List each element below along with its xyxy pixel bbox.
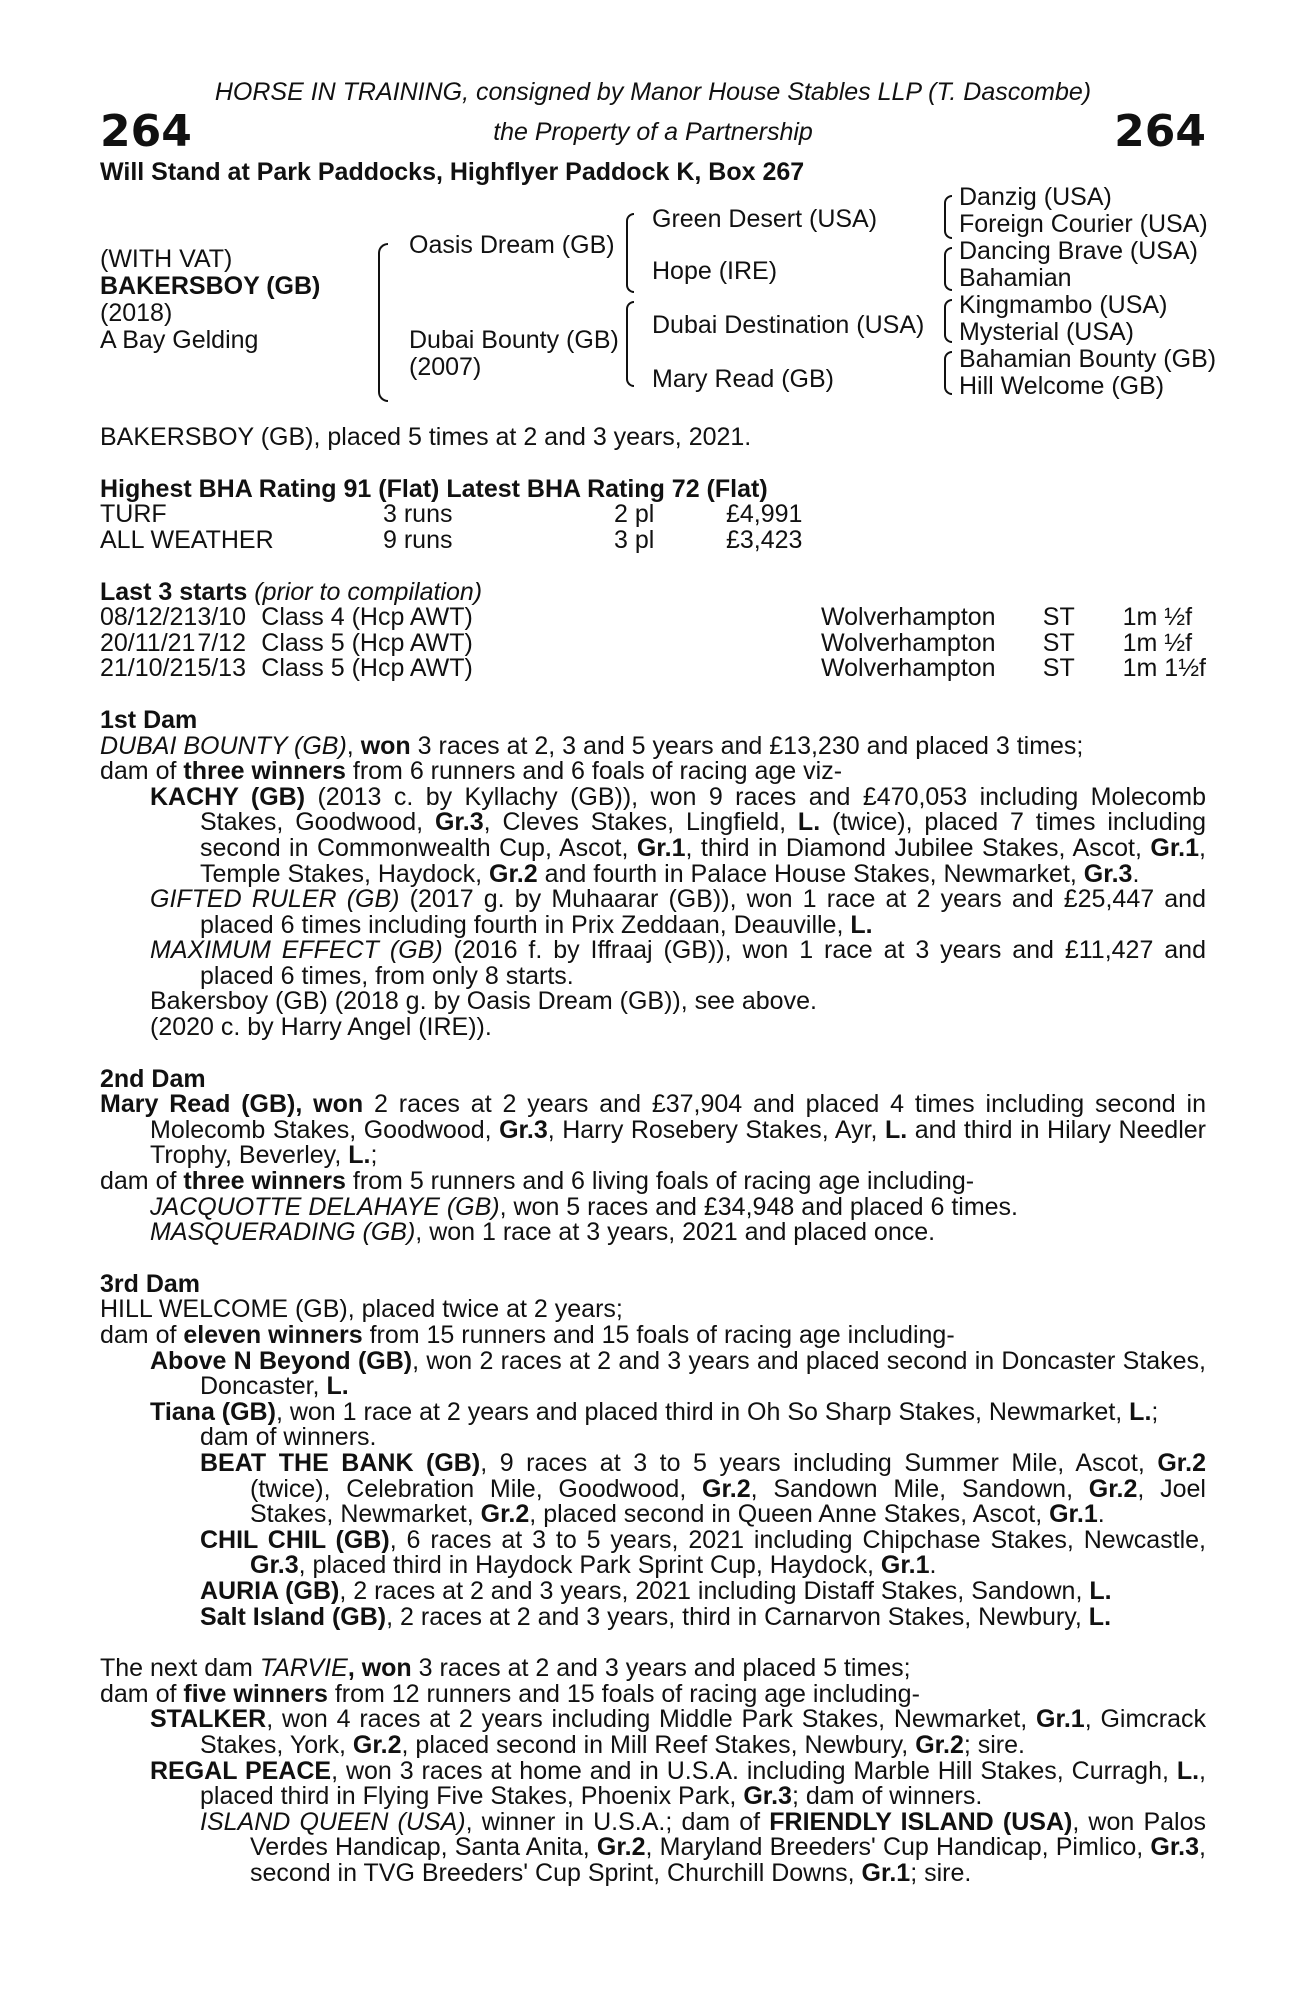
text: . [1132,859,1140,888]
text: , 6 races at 3 to 5 years, 2021 including Chipchase Stakes, Newcastle, [389,1525,1206,1554]
dam-sire-sire: Kingmambo (USA) [959,291,1168,320]
sire-sire-dam: Foreign Courier (USA) [959,210,1208,239]
text: , 2 races at 2 and 3 years, third in Carnarvon Stakes, Newbury, [386,1602,1089,1631]
text: 3 races at 2 and 3 years and placed 5 times; [411,1654,911,1683]
grade: Gr.2 [489,859,538,888]
offspring-name: AURIA (GB) [200,1576,340,1605]
offspring-name: FRIENDLY ISLAND (USA) [769,1807,1073,1836]
sire-dam: Hope (IRE) [652,257,778,286]
last-starts-table [100,605,1206,682]
text: dam of [100,757,184,786]
ds-brace [944,299,952,343]
grade: Gr.2 [1157,1448,1206,1477]
horse-year: (2018) [100,299,173,328]
dam-dam-sire: Bahamian Bounty (GB) [959,345,1217,374]
dam-dam-dam: Hill Welcome (GB) [959,372,1165,401]
winners-count: eleven winners [183,1321,363,1349]
won-label: won [360,731,411,760]
text: . [1097,1500,1105,1529]
offspring-name: CHIL CHIL (GB) [200,1525,390,1554]
text: . [929,1551,937,1580]
grade: L. [326,1372,349,1401]
dam-sire-dam: Mysterial (USA) [959,318,1135,347]
offspring-name: MASQUERADING (GB) [150,1218,416,1247]
grade: Gr.3 [499,1115,548,1144]
text: , Maryland Breeders' Cup Handicap, Pimlico, [645,1833,1151,1862]
offspring-name: Salt Island (GB) [200,1602,387,1631]
offspring-chil-chil [100,1525,1206,1580]
start-position: 3/10 [197,603,246,632]
offspring-name: GIFTED RULER (GB) [150,885,400,914]
text: , Joel Stakes, Newmarket, [250,1474,1206,1529]
ratings-heading: Highest BHA Rating 91 (Flat) Latest BHA Rating 72 (Flat) [100,474,768,503]
start-course: Wolverhampton [820,654,996,683]
text: ; sire. [910,1858,972,1887]
text: , won 1 race at 3 years, 2021 and placed once. [415,1218,936,1247]
sire-dam-sire: Dancing Brave (USA) [959,237,1198,266]
second-dam-record [100,1092,1206,1169]
grade: Gr.2 [915,1730,964,1759]
horse-name: BAKERSBOY (GB) [100,272,321,301]
grade: L. [348,1141,371,1170]
text: dam of [100,1679,184,1708]
surface: ALL WEATHER [100,525,274,554]
third-dam-record: HILL WELCOME (GB), placed twice at 2 years; [100,1295,623,1324]
next-dam-name: TARVIE [259,1654,348,1683]
dd-brace [944,351,952,395]
grade: Gr.3 [434,808,484,837]
won-label: , won [347,1654,412,1683]
third-dam-produce [100,1323,1206,1349]
start-distance: 1m 1½f [1122,654,1206,683]
winners-count: five winners [183,1679,328,1708]
text: , won 1 race at 2 years and placed third in Oh So Sharp Stakes, Newmarket, [275,1397,1130,1426]
surface: TURF [100,500,167,529]
winners-count: three winners [183,757,346,786]
grade: Gr.3 [1150,1833,1200,1862]
next-dam-record [100,1656,1206,1682]
dam-sire: Dubai Destination (USA) [652,311,925,340]
start-distance: 1m ½f [1122,603,1193,632]
text: , won 3 races at home and in U.S.A. including Marble Hill Stakes, Curragh, [331,1756,1177,1785]
offspring-island-queen [100,1807,1206,1887]
horse-description: A Bay Gelding [100,326,259,355]
text: (2016 f. by Iffraaj (GB)), won 1 race at 3 years and £11,427 and placed 6 times, from only 8 starts. [200,936,1206,990]
pedigree-chart [100,183,1217,425]
grade: L. [1176,1756,1200,1785]
text: , placed third in Haydock Park Sprint Cup, Haydock, [298,1551,881,1580]
offspring-stalker [100,1707,1206,1758]
lot-number-right: 264 [1114,105,1206,157]
last-starts-note: (prior to compilation) [254,577,483,606]
text: , 9 races at 3 to 5 years including Summer Mile, Ascot, [480,1448,1158,1477]
horse-summary: BAKERSBOY (GB), placed 5 times at 2 and 3 years, 2021. [100,423,752,452]
third-dam-heading: 3rd Dam [100,1269,201,1298]
text: , 2 races at 2 and 3 years, 2021 including Distaff Stakes, Sandown, [339,1576,1090,1605]
start-date: 08/12/21 [100,603,198,632]
offspring-name: KACHY (GB) [150,782,306,811]
offspring-kachy [100,782,1207,888]
grade: Gr.1 [1049,1500,1098,1529]
start-race: Class 5 (Hcp AWT) [261,628,473,657]
text: 2 races at 2 years and £37,904 and placed 4 times including second in Molecomb Stakes, Goodwood, [150,1090,1206,1144]
first-dam-record: DUBAI BOUNTY (GB), won 3 races at 2, 3 and 5 years and £13,230 and placed 3 times; [100,731,1084,760]
offspring-name: STALKER [150,1705,267,1734]
start-going: ST [1042,654,1075,683]
table-row [100,528,802,554]
text: , second in TVG Breeders' Cup Sprint, Churchill Downs, [250,1833,1206,1887]
offspring-name: REGAL PEACE [150,1756,332,1785]
text: , placed third in Flying Five Stakes, Phoenix Park, [200,1756,1206,1811]
grade: L. [850,910,873,939]
table-row [100,502,802,528]
next-dam-produce [100,1679,1206,1708]
offspring-above-n-beyond [100,1346,1207,1401]
offspring-name: ISLAND QUEEN (USA) [200,1807,466,1836]
grade: Gr.1 [861,1858,911,1887]
text: ; dam of winners. [791,1782,983,1811]
offspring-bakersboy: Bakersboy (GB) (2018 g. by Oasis Dream (GB)), see above. [150,987,817,1016]
dam: Dubai Bounty (GB) [409,326,619,355]
dam-brace [626,301,634,387]
earnings: £4,991 [726,500,803,529]
start-date: 20/11/21 [100,628,196,657]
offspring-name: JACQUOTTE DELAHAYE (GB) [150,1192,500,1221]
start-course: Wolverhampton [820,628,996,657]
start-date: 21/10/21 [100,654,198,683]
text: , Gimcrack Stakes, York, [200,1705,1207,1759]
text: , winner in U.S.A.; dam of [465,1807,770,1836]
grade: L. [884,1115,908,1144]
text: ; [370,1141,378,1170]
text: , Temple Stakes, Haydock, [200,833,1206,888]
second-dam-heading: 2nd Dam [100,1064,206,1093]
stand-location: Will Stand at Park Paddocks, Highflyer Paddock K, Box 267 [100,157,805,186]
first-dam-produce [100,759,1206,785]
runs: 3 runs [383,500,453,529]
start-going: ST [1042,603,1075,632]
text: from 15 runners and 15 foals of racing age including- [362,1321,955,1349]
text: (twice), placed 7 times including second in Commonwealth Cup, Ascot, [200,808,1207,862]
grade: Gr.1 [880,1551,930,1580]
text: , won 4 races at 2 years including Middle Park Stakes, Newmarket, [266,1705,1037,1734]
sd-brace [944,247,952,291]
sire: Oasis Dream (GB) [409,231,615,260]
ss-brace [944,195,952,239]
offspring-auria [100,1576,1206,1605]
text: The next dam [100,1654,260,1683]
text: ; [1151,1397,1159,1426]
table-row [100,605,1206,631]
grade: L. [797,808,821,837]
sire-dam-dam: Bahamian [959,264,1072,293]
table-row [100,656,1206,682]
consignment-line: HORSE IN TRAINING, consigned by Manor House Stables LLP (T. Dascombe) [214,78,1092,106]
offspring-salt-island [100,1602,1206,1631]
ratings-table [100,502,802,553]
offspring-gifted-ruler [100,887,1206,938]
horse-vat: (WITH VAT) [100,245,233,274]
text: 3 races at 2, 3 and 5 years and £13,230 and placed 3 times; [410,731,1084,760]
grade: Gr.2 [1088,1474,1138,1503]
grade: Gr.1 [1150,833,1200,862]
offspring-name: Tiana (GB) [150,1397,276,1426]
offspring-name: MAXIMUM EFFECT (GB) [150,936,443,965]
text: (twice), Celebration Mile, Goodwood, [250,1474,702,1503]
lot-header [100,106,1206,158]
start-distance: 1m ½f [1122,628,1193,657]
text: , placed second in Mill Reef Stakes, Newbury, [401,1730,916,1759]
text: , Cleves Stakes, Lingfield, [483,808,798,837]
second-dam-name: Mary Read (GB) [100,1090,296,1119]
offspring-tiana [100,1397,1206,1426]
earnings: £3,423 [726,525,803,554]
text: and fourth in Palace House Stakes, Newmarket, [537,859,1084,888]
text: from 5 runners and 6 living foals of racing age including- [345,1167,975,1196]
grade: Gr.2 [596,1833,646,1862]
grade: Gr.2 [352,1730,402,1759]
text: , won 5 races and £34,948 and placed 6 times. [499,1192,1018,1221]
lot-number-left: 264 [100,105,192,157]
second-dam-produce [100,1169,1206,1195]
table-row [100,631,1206,657]
grade: Gr.2 [480,1500,530,1529]
grade: Gr.2 [702,1474,751,1503]
runs: 9 runs [383,525,453,554]
text: dam of [100,1167,184,1196]
grade: Gr.3 [250,1551,299,1580]
property-line: the Property of a Partnership [493,117,813,146]
dam-dam: Mary Read (GB) [652,365,834,394]
start-position: 7/12 [197,628,246,657]
grade: Gr.3 [1083,859,1133,888]
offspring-jacquotte [100,1192,1206,1221]
grade: Gr.3 [743,1782,792,1811]
start-race: Class 5 (Hcp AWT) [261,654,473,683]
offspring-name: BEAT THE BANK (GB) [200,1448,481,1477]
winners-count: three winners [183,1167,346,1196]
catalogue-page [100,78,1217,1887]
placed: 2 pl [614,500,655,529]
text: , Sandown Mile, Sandown, [750,1474,1089,1503]
offspring-regal-peace [100,1756,1206,1811]
grade: Gr.1 [1036,1705,1085,1734]
text: , third in Diamond Jubilee Stakes, Ascot, [685,833,1151,862]
text: , won Palos Verdes Handicap, Santa Anita, [250,1807,1206,1862]
start-position: 5/13 [197,654,246,683]
sire-sire-sire: Danzig (USA) [959,183,1112,212]
sire-brace [626,213,634,293]
text: from 12 runners and 15 foals of racing age including- [327,1679,920,1708]
text: dam of [100,1321,184,1349]
dam-year: (2007) [409,353,482,382]
start-course: Wolverhampton [820,603,996,632]
first-dam-name: DUBAI BOUNTY (GB) [100,731,347,760]
offspring-beat-the-bank [100,1448,1206,1529]
sire-sire: Green Desert (USA) [652,205,878,234]
last-starts-title: Last 3 starts [100,577,248,606]
first-dam-heading: 1st Dam [100,705,198,734]
grade: L. [1129,1397,1152,1426]
text: (2013 c. by Kyllachy (GB)), won 9 races and £470,053 including Molecomb Stakes, Goodwood, [200,782,1206,837]
text: ; sire. [963,1730,1025,1759]
offspring-name: Above N Beyond (GB) [150,1346,413,1375]
placed: 3 pl [614,525,655,554]
tiana-dam-of-winners: dam of winners. [200,1423,377,1452]
grade: L. [1088,1602,1112,1631]
last-starts-heading [100,577,1206,606]
offspring-masquerading [100,1220,1206,1246]
start-race: Class 4 (Hcp AWT) [261,603,473,632]
offspring-2020-colt: (2020 c. by Harry Angel (IRE)). [150,1013,492,1042]
text: (2017 g. by Muhaarar (GB)), won 1 race at 2 years and £25,447 and placed 6 times including fourth in Prix Zeddaan, Deauville, [200,885,1206,939]
grade: Gr.1 [636,833,686,862]
won-label: , won [295,1090,364,1119]
text: , won 2 races at 2 and 3 years and placed second in Doncaster Stakes, Doncaster, [200,1346,1207,1401]
main-brace [378,243,388,402]
start-going: ST [1042,628,1075,657]
text: and third in Hilary Needler Trophy, Beverley, [150,1115,1206,1170]
text: from 6 runners and 6 foals of racing age viz- [345,757,843,786]
grade: L. [1089,1576,1112,1605]
text: , Harry Rosebery Stakes, Ayr, [547,1115,885,1144]
text: , placed second in Queen Anne Stakes, Ascot, [529,1500,1050,1529]
offspring-maximum-effect [100,938,1206,989]
